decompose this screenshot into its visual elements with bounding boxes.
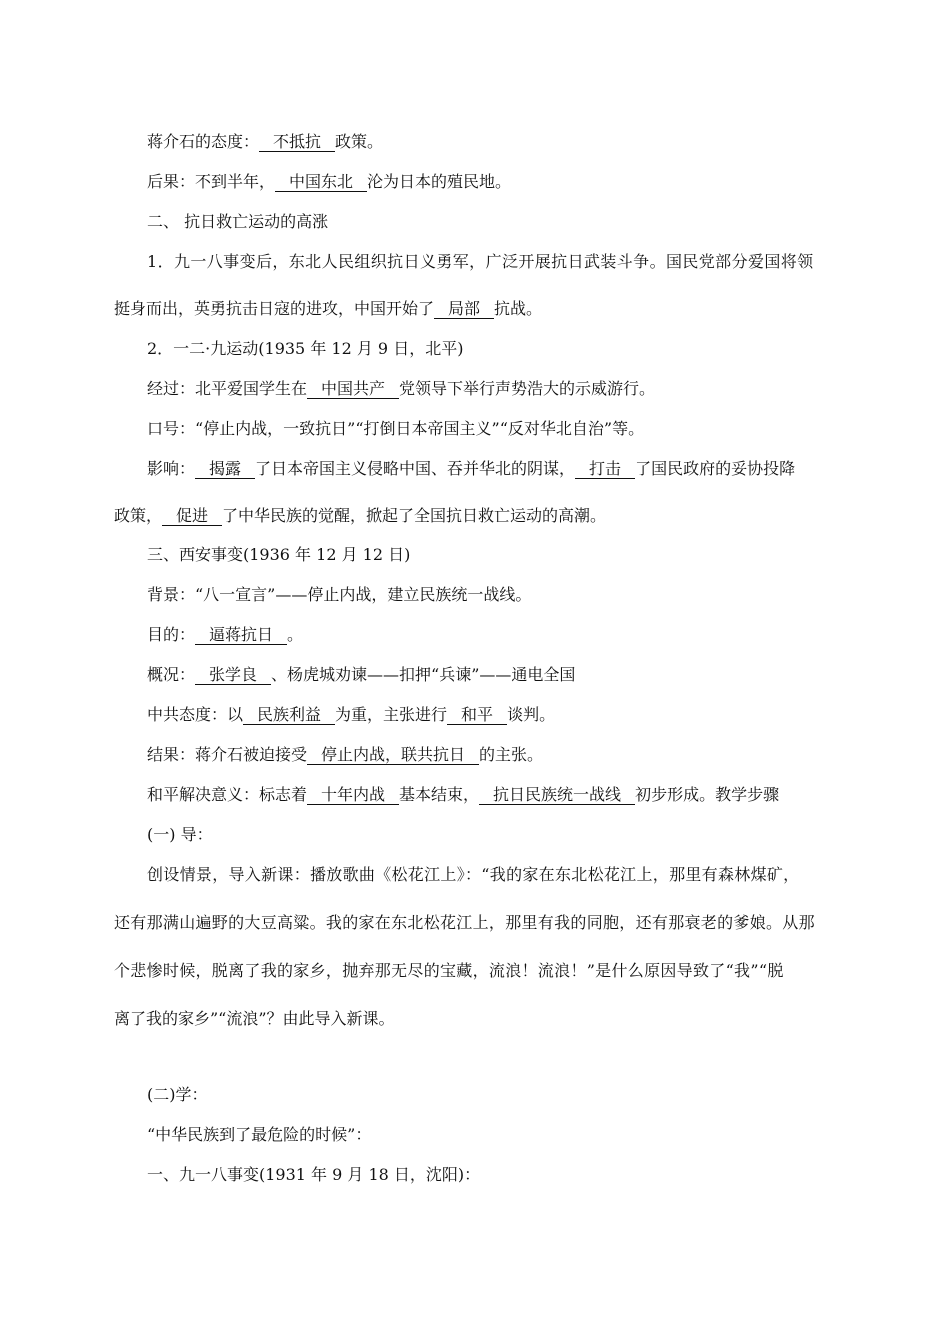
overview-line: 概况： 张学良 、杨虎城劝谏——扣押“兵谏”——通电全国 bbox=[147, 665, 576, 684]
blank-answer: 打击 bbox=[575, 459, 635, 479]
chiang-attitude-line: 蒋介石的态度： 不抵抗 政策。 bbox=[147, 132, 384, 151]
blank-answer: 张学良 bbox=[195, 665, 271, 685]
blank-answer: 不抵抗 bbox=[259, 132, 335, 152]
slogan-line: 口号：“停止内战，一致抗日”“打倒日本帝国主义”“反对华北自治”等。 bbox=[147, 419, 645, 438]
significance-line: 和平解决意义：标志着 十年内战 基本结束， 抗日民族统一战线 初步形成。教学步骤 bbox=[147, 785, 780, 804]
section-heading-2: 二、 抗日救亡运动的高涨 bbox=[147, 212, 329, 231]
movement-heading: 2．一二·九运动(1935 年 12 月 9 日，北平) bbox=[147, 339, 464, 358]
intro-paragraph-line-4: 离了我的家乡”“流浪”？由此导入新课。 bbox=[114, 1009, 395, 1028]
blank-answer: 和平 bbox=[447, 705, 507, 725]
blank-answer: 抗日民族统一战线 bbox=[479, 785, 635, 805]
step-1-heading: (一) 导： bbox=[147, 825, 213, 844]
blank-answer: 中国共产 bbox=[307, 379, 399, 399]
influence-line-2: 政策， 促进 了中华民族的觉醒，掀起了全国抗日救亡运动的高潮。 bbox=[114, 506, 607, 525]
section-heading-3: 三、西安事变(1936 年 12 月 12 日) bbox=[147, 545, 411, 564]
paragraph-1-line-2: 挺身而出，英勇抗击日寇的进攻，中国开始了 局部 抗战。 bbox=[114, 299, 543, 318]
blank-answer: 局部 bbox=[434, 299, 494, 319]
purpose-line: 目的： 逼蒋抗日 。 bbox=[147, 625, 304, 644]
blank-answer: 揭露 bbox=[195, 459, 255, 479]
intro-paragraph-line-2: 还有那满山遍野的大豆高粱。我的家在东北松花江上，那里有我的同胞，还有那衰老的爹娘。从那 bbox=[114, 913, 815, 932]
blank-answer: 促进 bbox=[162, 506, 222, 526]
blank-answer: 中国东北 bbox=[275, 172, 367, 192]
result-line: 结果：蒋介石被迫接受 停止内战，联共抗日 的主张。 bbox=[147, 745, 544, 764]
consequence-line: 后果：不到半年， 中国东北 沦为日本的殖民地。 bbox=[147, 172, 512, 191]
ccp-attitude-line: 中共态度：以 民族利益 为重，主张进行 和平 谈判。 bbox=[147, 705, 556, 724]
process-line: 经过：北平爱国学生在 中国共产 党领导下举行声势浩大的示威游行。 bbox=[147, 379, 656, 398]
paragraph-1-line-1: 1．九一八事变后，东北人民组织抗日义勇军，广泛开展抗日武装斗争。国民党部分爱国将领 bbox=[147, 252, 814, 271]
blank-answer: 逼蒋抗日 bbox=[195, 625, 287, 645]
danger-heading: “中华民族到了最危险的时候”： bbox=[147, 1125, 372, 1144]
intro-paragraph-line-3: 个悲惨时候，脱离了我的家乡，抛弃那无尽的宝藏，流浪！流浪！”是什么原因导致了“我”“脱 bbox=[114, 961, 784, 980]
blank-answer: 民族利益 bbox=[243, 705, 335, 725]
influence-line: 影响： 揭露 了日本帝国主义侵略中国、吞并华北的阴谋， 打击 了国民政府的妥协投降 bbox=[147, 459, 796, 478]
blank-answer: 停止内战，联共抗日 bbox=[307, 745, 479, 765]
mukden-incident-heading: 一、九一八事变(1931 年 9 月 18 日，沈阳)： bbox=[147, 1165, 481, 1184]
background-line: 背景：“八一宣言”——停止内战，建立民族统一战线。 bbox=[147, 585, 532, 604]
blank-answer: 十年内战 bbox=[307, 785, 399, 805]
step-2-heading: (二)学： bbox=[147, 1085, 208, 1104]
intro-paragraph-line-1: 创设情景，导入新课：播放歌曲《松花江上》：“我的家在东北松花江上，那里有森林煤矿， bbox=[147, 865, 800, 884]
